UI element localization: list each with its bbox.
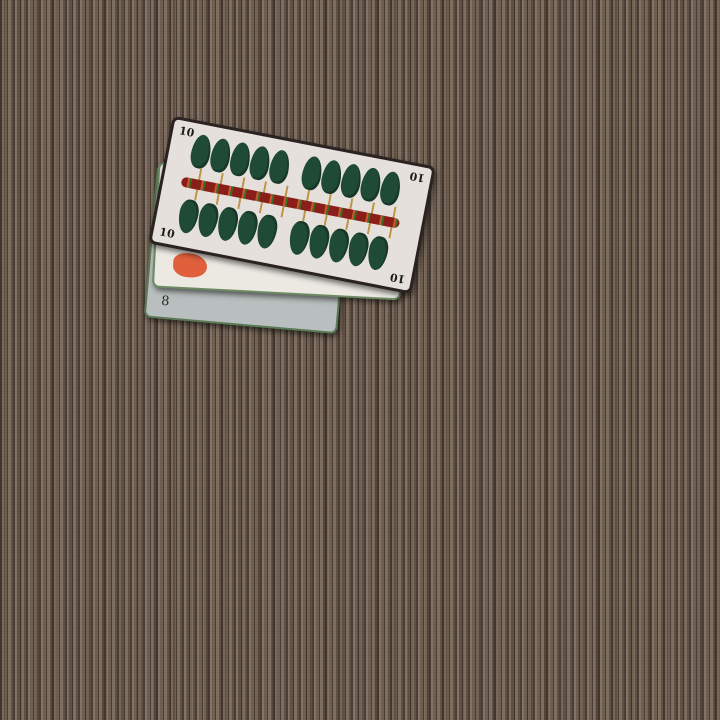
leaf-icon [378, 170, 403, 207]
leaf-icon [215, 206, 240, 243]
leaf-icon [254, 213, 279, 250]
card-top-corner-tl: 10 [177, 124, 196, 140]
leaf-icon [287, 220, 312, 257]
leaf-icon [195, 202, 220, 239]
leaf-icon [267, 148, 292, 185]
leaf-icon [176, 198, 201, 235]
leaf-icon [346, 231, 371, 268]
leaf-icon [365, 235, 390, 272]
card-top-corner-br: 10 [388, 270, 407, 286]
card-top-corner-bl: 10 [158, 225, 176, 242]
leaf-icon [326, 227, 351, 264]
card-top-corner-tr: 10 [408, 168, 426, 185]
red-figure-motif [172, 252, 207, 278]
leaf-icon [306, 223, 331, 260]
card-bottom-corner: 8 [160, 293, 171, 310]
leaf-icon [235, 209, 260, 246]
